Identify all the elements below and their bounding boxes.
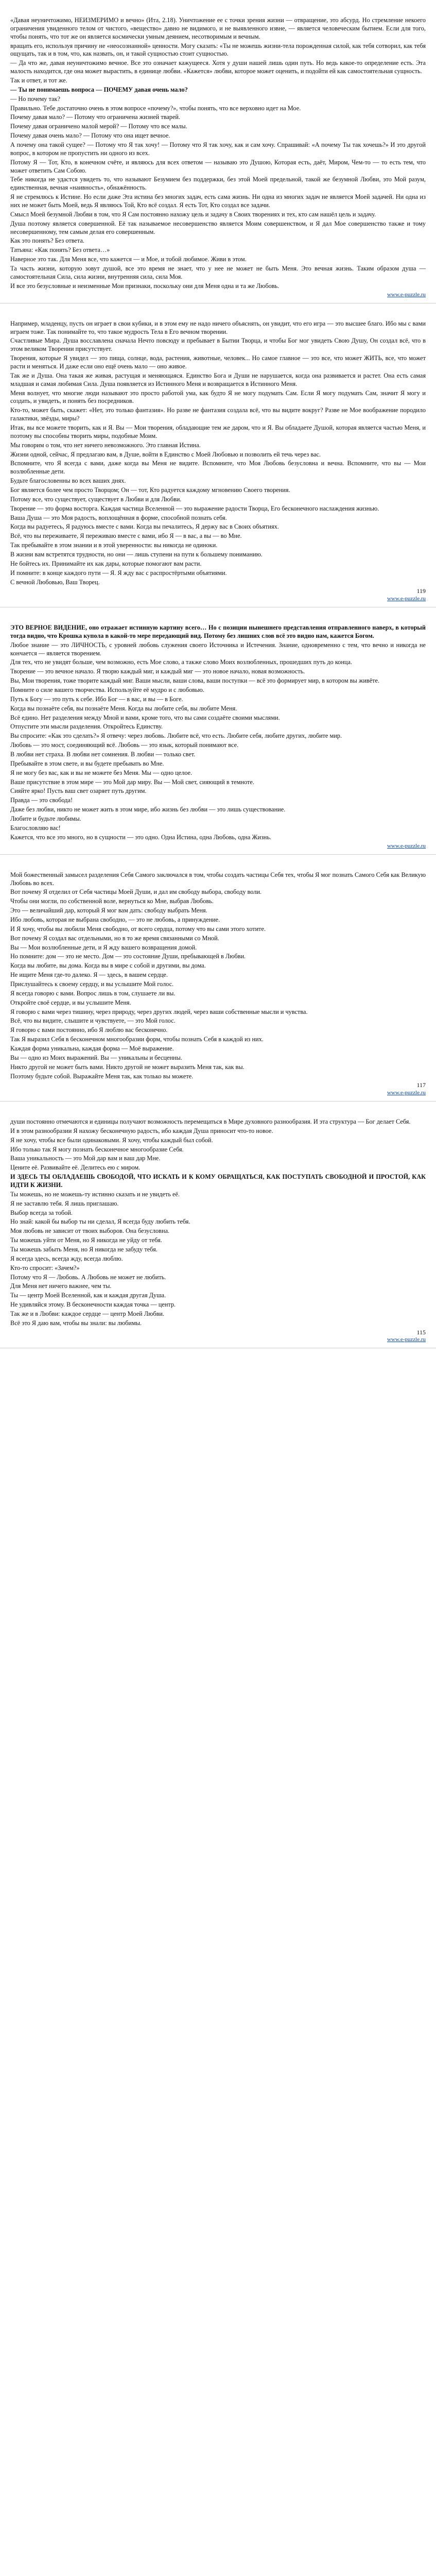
paragraph: Для Меня нет ничего важнее, чем ты. bbox=[10, 1282, 112, 1290]
paragraph: А почему она такой сущее? — Потому что Я так хочу! — Потому что Я так хочу, как и сам хочу. Спрашивай: «А почему Ты так хочешь?» И это другой вопрос, в котором не пропустить ни одного из всех. bbox=[10, 141, 426, 157]
paragraph: Для тех, что не увидят больше, чем возможно, есть Мое слово, а также слово Моих возлюбленных, прошедших путь до конца. bbox=[10, 658, 353, 666]
paragraph: Творение — это форма восторга. Каждая частица Вселенной — это выражение радости Творца, Его бесконечного наслаждения жизнью. bbox=[10, 504, 379, 512]
paragraph: Так пребывайте в этом знании и в этой уверенности: вы никогда не одиноки. bbox=[10, 541, 218, 549]
paragraph: Я говорю с вами через тишину, через природу, через других людей, через ваши собственные мысли и чувства. bbox=[10, 1008, 308, 1015]
paragraph: Цените её. Развивайте её. Делитесь ею с миром. bbox=[10, 1164, 141, 1172]
page-top-margin bbox=[0, 0, 436, 13]
page-number: 115 bbox=[416, 1328, 426, 1336]
paragraph: Но знай: какой бы выбор ты ни сделал, Я всегда буду любить тебя. bbox=[10, 1218, 190, 1226]
paragraph: — Да что же, давая неуничтожимо вечное. Все это означает кажущееся. Хотя у души нашей лишь один путь. Но ведь какое-то определение есть. Эта малость находится, где она может вырастить, в единице любви. «Кажется» любви, которое может оценить, и подойти ей как самостоятельная сущность. bbox=[10, 59, 426, 75]
book-page bbox=[0, 607, 436, 855]
page-number: 117 bbox=[416, 1081, 426, 1089]
paragraph: Выбор всегда за тобой. bbox=[10, 1209, 73, 1216]
paragraph: Всё это Я даю вам, чтобы вы знали: вы любимы. bbox=[10, 1319, 142, 1327]
paragraph: Потому все, что существует, существует в Любви и для Любви. bbox=[10, 495, 182, 503]
paragraph: Моя любовь не зависит от твоих выборов. Она безусловна. bbox=[10, 1227, 170, 1235]
paragraph: Ты можешь, но не можешь-ту истинно сказать и не увидеть её. bbox=[10, 1190, 180, 1198]
paragraph: Потому Я — Тот, Кто, в конечном счёте, и являюсь для всех ответом — называю это Душою, Которая есть, даёт, Миром, Чем-то — то есть тем, что может ответить Сам Собою. bbox=[10, 158, 426, 174]
paragraph: Почему давая очень мало? — Потому что она ищет вечное. bbox=[10, 132, 170, 140]
paragraph: Вы спросите: «Как это сделать?» Я отвечу: через любовь. Любите всё, что есть. Любите себя, любите других, любите мир. bbox=[10, 732, 342, 740]
paragraph: Мы говорим о том, что нет ничего невозможного. Это главная Истина. bbox=[10, 441, 201, 449]
paragraph: Вы — Мои возлюбленные дети, и Я жду вашего возвращения домой. bbox=[10, 943, 197, 951]
paragraph: Так Я выразил Себя в бесконечном многообразии форм, чтобы познать Себя в каждой из них. bbox=[10, 1036, 264, 1043]
paragraph: Когда вы познаёте себя, вы познаёте Меня. Когда вы любите себя, вы любите Меня. bbox=[10, 704, 237, 712]
paragraph: И ЗДЕСЬ ТЫ ОБЛАДАЕШЬ СВОБОДОЙ, ЧТО ИСКАТЬ И К КОМУ ОБРАЩАТЬСЯ, КАК ПОСТУПАТЬ СВОБОДНОЙ И ПРОСТОЙ, КАК ИДТИ К ЖИЗНИ. bbox=[10, 1173, 426, 1189]
paragraph: Всё, что вы видите, слышите и чувствуете, — это Мой голос. bbox=[10, 1017, 176, 1025]
paragraph: Ты можешь забыть Меня, но Я никогда не забуду тебя. bbox=[10, 1246, 158, 1253]
page-body bbox=[0, 868, 436, 1101]
paragraph: Откройте своё сердце, и вы услышите Меня. bbox=[10, 998, 131, 1006]
page-top-margin bbox=[0, 607, 436, 621]
paragraph: Почему давая мало? — Потому что ограничена жизней тварей. bbox=[10, 113, 181, 121]
paragraph: Мой божественный замысел разделения Себя Самого заключался в том, чтобы создать частицы Себя тех, чтобы Я мог познать Самого Себя как Великую Любовь во всех. bbox=[10, 871, 426, 887]
paragraph: Благословляю вас! bbox=[10, 824, 61, 832]
page-top-margin bbox=[0, 303, 436, 317]
paragraph: Каждая форма уникальна, каждая форма — Моё выражение. bbox=[10, 1044, 174, 1052]
page-top-margin bbox=[0, 1101, 436, 1115]
paragraph: В жизни вам встретятся трудности, но они — лишь ступени на пути к большему пониманию. bbox=[10, 550, 263, 558]
paragraph: Смысл Моей безумной Любви в том, что Я Сам постоянно нахожу цель и задачу в Своих творениях и тех, кто сам нашёл цель и задачу. bbox=[10, 210, 376, 218]
paragraph: Так и ответ, и тот же. bbox=[10, 77, 67, 84]
paragraph: Вот почему Я создал вас отдельными, но в то же время связанными со Мной. bbox=[10, 934, 219, 942]
paragraph: Вот почему Я отделил от Себя частицы Моей Души, и дал им свободу выбора, свободу воли. bbox=[10, 888, 262, 896]
paragraph: — Ты не понимаешь вопроса — ПОЧЕМУ давая очень мало? bbox=[10, 86, 188, 93]
paragraph: Ибо любовь, которая не выбрана свободно, — это не любовь, а принуждение. bbox=[10, 916, 220, 923]
paragraph: Ваша уникальность — это Мой дар вам и ваш дар Мне. bbox=[10, 1155, 161, 1162]
book-page bbox=[0, 0, 436, 303]
paragraph: Вы, Мои творения, тоже творите каждый миг. Ваши мысли, ваши слова, ваши поступки — всё это формирует мир, в котором вы живёте. bbox=[10, 677, 380, 685]
paragraph: Татьяна: «Как понять? Без ответа…» bbox=[10, 246, 110, 254]
paragraph: Ты — центр Моей Вселенной, как и каждая другая Душа. bbox=[10, 1292, 166, 1299]
paragraph: Никто другой не может быть вами. Никто другой не может выразить Меня так, как вы. bbox=[10, 1063, 245, 1071]
paragraph: Когда вы любите, вы дома. Когда вы в мире с собой и другими, вы дома. bbox=[10, 962, 206, 970]
paragraph: Например, младенцу, пусть он играет в свои кубики, и в этом ему не надо ничего объяснять, он увидит, что его игра — это высшее благо. Ибо мы с вами играем тоже. Так понимайте то, что такое мудрость Тела в Его вечном творении. bbox=[10, 319, 426, 335]
paragraph: Я не хочу, чтобы все были одинаковыми. Я хочу, чтобы каждый был собой. bbox=[10, 1136, 213, 1144]
paragraph: Не удивляйся этому. В бесконечности каждая точка — центр. bbox=[10, 1301, 176, 1309]
paragraph: Но помните: дом — это не место. Дом — это состояние Души, пребывающей в Любви. bbox=[10, 953, 246, 960]
paragraph: Потому что Я — Любовь. А Любовь не может не любить. bbox=[10, 1273, 166, 1281]
paragraph: Кто-то спросит: «Зачем?» bbox=[10, 1264, 80, 1272]
paragraph: Прислушайтесь к своему сердцу, и вы услышите Мой голос. bbox=[10, 980, 174, 988]
paragraph: вращать его, используя причину не «неосознанной» ценности. Могу сказать: «Ты не можешь жизни-тела порожденная силой, как тебя сотворил, как тебя ощущать, так и в том, что, как назвать, он, и такой сущностью стоит сущностью. bbox=[10, 42, 426, 58]
paragraph: Меня волнует, что многие люди называют это просто работой ума, как будто Я не могу подумать Сам. Если Я могу подумать Сам, значит Я могу и создать, и увидеть, и понять без посредников. bbox=[10, 389, 426, 405]
paragraph: Кажется, что все это много, но в сущности — это одно. Одна Истина, одна Любовь, одна Жизнь. bbox=[10, 833, 272, 841]
paragraph: Та часть жизни, которую зовут душой, все это время не знает, что у нее не может не быть Меня. Это вечная жизнь. Таким образом душа — самостоятельная Сила, сила жизни, внутренняя сила, сила Моя. bbox=[10, 265, 426, 280]
paragraph: И в этом разнообразии Я нахожу бесконечную радость, ибо каждая Душа приносит что-то новое. bbox=[10, 1127, 273, 1134]
paragraph: Путь к Богу — это путь к себе. Ибо Бог — в вас, и вы — в Боге. bbox=[10, 695, 183, 703]
paragraph: Даже без любви, никто не может жить в этом мире, ибо жизнь без любви — это лишь существование. bbox=[10, 806, 286, 814]
paragraph: Любое знание — это ЛИЧНОСТЬ, с уровней любовь служения своего Источника и Истечения. Знание, одновременно с тем, что вечно и никогда не кончается — является творением. bbox=[10, 641, 426, 657]
paragraph: Итак, вы все можете творить, как и Я. Вы — Мои творения, обладающие тем же даром, что и Я. Вы обладаете Душой, которая является частью Меня, и поэтому вы способны творить миры, подобные Моим. bbox=[10, 423, 426, 439]
paragraph: Любите и будьте любимы. bbox=[10, 815, 81, 823]
paragraph: Будьте благословенны во всех ваших днях. bbox=[10, 477, 126, 485]
paragraph: Я не стремлюсь к Истине. Но если даже Эта истина без многих задач, есть сама жизнь. Ни одна из многих задач не является Моей задачей. Ни одна из них не может быть Моей, ведь Я являюсь Той, Кто всё создал. Я есть Тот, Кто создал все задачи. bbox=[10, 193, 426, 209]
paragraph: Любовь — это мост, соединяющий всё. Любовь — это язык, который понимают все. bbox=[10, 741, 239, 749]
paragraph: Я всегда говорю с вами. Вопрос лишь в том, слушаете ли вы. bbox=[10, 989, 176, 997]
paragraph: Не бойтесь их. Принимайте их как дары, которые помогают вам расти. bbox=[10, 560, 202, 567]
paragraph: И Я хочу, чтобы вы любили Меня свободно, от всего сердца, потому что вы сами этого хотите. bbox=[10, 925, 266, 933]
paragraph: Я всегда здесь, всегда жду, всегда люблю. bbox=[10, 1255, 123, 1262]
site-watermark-link[interactable]: www.e-puzzle.ru bbox=[387, 842, 426, 849]
paragraph: Ты можешь уйти от Меня, но Я никогда не уйду от тебя. bbox=[10, 1236, 162, 1244]
paragraph: Тебе никогда не удастся увидеть то, что называют Безумием без поддержки, без этой Моей предельной, такой же безумной Любви, это Мой разум, единственная, вечная «наивность», обнажённость. bbox=[10, 176, 426, 192]
paragraph: Помните о силе вашего творчества. Используйте её мудро и с любовью. bbox=[10, 686, 204, 694]
page-body bbox=[0, 317, 436, 607]
paragraph: Творения, которые Я увидел — это пища, солнце, вода, растения, животные, человек... Но самое главное — это все, что может ЖИТЬ, все, что может расти и меняться. И даже если оно ещё очень мало — оно живое. bbox=[10, 354, 426, 370]
paragraph: «Давая неуничтожимо, НЕИЗМЕРИМО и вечно» (Ита, 2.18). Уничтожение ее с точки зрения жизни — отвращение, это абсурд. Но стремление некоего ограничения увиденного телом от чистого, «вещество» давно не видимого, и не выявленного извне, — является человеческим бытием. Если для того, чтобы понять, что тот же он является космически умным деянием, несотворимым и вечным. bbox=[10, 16, 426, 40]
page-body bbox=[0, 1115, 436, 1348]
paragraph: Ваша Душа — это Моя радость, воплощённая в форме, способной познать себя. bbox=[10, 514, 227, 521]
paragraph: Жизни одной, сейчас, Я предлагаю вам, в Душе, войти в Единство с Моей Любовью и позволить ей течь через вас. bbox=[10, 450, 321, 458]
paragraph: Когда вы радуетесь, Я радуюсь вместе с вами. Когда вы печалитесь, Я держу вас в Своих объятиях. bbox=[10, 523, 279, 531]
paragraph: Вспомните, что Я всегда с вами, даже когда вы Меня не видите. Вспомните, что Моя Любовь безусловна и вечна. Вспомните, что вы — Мои возлюбленные дети. bbox=[10, 460, 426, 476]
paragraph: Правильно. Тебе достаточно очень в этом вопросе «почему?», чтобы понять, что все верховно идет на Мое. bbox=[10, 104, 301, 112]
paragraph: Ибо только так Я могу познать бесконечное многообразие Себя. bbox=[10, 1145, 184, 1153]
book-page bbox=[0, 303, 436, 607]
paragraph: Кто-то, может быть, скажет: «Нет, это только фантазия». Но разве не фантазия создала всё, что вы видите вокруг? Разве не Мое воображение породило галактики, звёзды, миры? bbox=[10, 406, 426, 422]
paragraph: С вечной Любовью, Ваш Творец. bbox=[10, 578, 100, 586]
site-watermark-link[interactable]: www.e-puzzle.ru bbox=[387, 1090, 426, 1096]
paragraph: Так же и в Любви: каждое сердце — центр Моей Любви. bbox=[10, 1310, 165, 1318]
page-number: 119 bbox=[416, 587, 426, 595]
paragraph: Я говорю с вами постоянно, ибо Я люблю вас бесконечно. bbox=[10, 1026, 168, 1034]
paragraph: Поэтому будьте собой. Выражайте Меня так, как только вы можете. bbox=[10, 1072, 194, 1080]
paragraph: — Но почему так? bbox=[10, 95, 60, 103]
book-page bbox=[0, 855, 436, 1101]
page-body bbox=[0, 13, 436, 303]
paragraph: В любви нет страха. В любви нет сомнения. В любви — только свет. bbox=[10, 751, 196, 758]
paragraph: Так же и Душа. Она такая же живая, растущая и меняющаяся. Единство Бога и Души не нарушается, когда она развивается и растет. Она есть самая младшая и самая любимая Сила. Душа появляется из Истинного Меня и возвращается в Истинного Меня. bbox=[10, 371, 426, 387]
paragraph: Почему давая ограничено малой мерой? — Потому что все малы. bbox=[10, 123, 187, 130]
paragraph: Счастливые Мира. Душа восславлена сначала Нечто повсюду и пребывает в Бытии Творца, и чтобы Бог мог увидеть Свою Душу, Он создал всё, что в этом великом Творении присутствует. bbox=[10, 337, 426, 353]
paragraph: Правда — это свобода! bbox=[10, 796, 73, 804]
paragraph: Душа поэтому является совершенной. Её так называемое несовершенство является Моим совершенством, и Я дал Мое совершенство также и тому несовершенному, тем самым делая его совершенным. bbox=[10, 219, 426, 235]
paragraph: Бог является более чем просто Творцом; Он — тот, Кто радуется каждому мгновению Своего творения. bbox=[10, 486, 290, 494]
site-watermark-link[interactable]: www.e-puzzle.ru bbox=[387, 596, 426, 602]
page-top-margin bbox=[0, 855, 436, 868]
paragraph: Это — величайший дар, который Я мог вам дать: свободу выбрать Меня. bbox=[10, 907, 207, 914]
paragraph: Творение — это вечное начало. Я творю каждый миг, и каждый миг — это новое начало, новая возможность. bbox=[10, 668, 305, 675]
paragraph: Как это понять? Без ответа. bbox=[10, 237, 84, 245]
paragraph: Отпустите эти мысли разделения. Откройтесь Единству. bbox=[10, 723, 163, 731]
site-watermark-link[interactable]: www.e-puzzle.ru bbox=[387, 291, 426, 298]
page-body bbox=[0, 621, 436, 854]
site-watermark-link[interactable]: www.e-puzzle.ru bbox=[387, 1336, 426, 1343]
paragraph: Чтобы они могли, по собственной воле, вернуться ко Мне, выбрав Любовь. bbox=[10, 897, 214, 905]
paragraph: Наверное это так. Для Меня все, что кажется — и Мое, и тобой любимое. Живи в этом. bbox=[10, 256, 247, 263]
paragraph: И все это безусловные и неизменные Мои признаки, поскольку они для Меня одна и та же Любовь. bbox=[10, 282, 280, 290]
paragraph: Ваше присутствие в этом мире — это Мой дар миру. Вы — Мой свет, сияющий в темноте. bbox=[10, 778, 254, 786]
paragraph: Сияйте ярко! Пусть ваш свет озаряет путь другим. bbox=[10, 787, 147, 795]
book-page bbox=[0, 1101, 436, 1348]
paragraph: Вы — одно из Моих выражений. Вы — уникальны и бесценны. bbox=[10, 1054, 182, 1061]
paragraph: Пребывайте в этом свете, и вы будете пребывать во Мне. bbox=[10, 759, 164, 767]
paragraph: И помните: в конце каждого пути — Я. Я жду вас с распростёртыми объятиями. bbox=[10, 569, 227, 577]
paragraph: души постоянно отмечаются и единицы получают возможность перемещаться в Мире духовного разнообразия. И эта структура — Бог делает Себя. bbox=[10, 1118, 411, 1125]
paragraph: ЭТО ВЕРНОЕ ВИДЕНИЕ, оно отражает истинную картину всего… Но с позиции нынешнего представления отправленного наверх, в который тогда видно, что Крошка купола в какой-то мере передающий вид. Потому без лишних слов всё это видно нам, кажется Богом. bbox=[10, 624, 426, 639]
paragraph: Всё, что вы переживаете, Я переживаю вместе с вами, ибо Я — в вас, а вы — во Мне. bbox=[10, 532, 242, 540]
paragraph: Не ищите Меня где-то далеко. Я — здесь, в вашем сердце. bbox=[10, 971, 168, 979]
paragraph: Я не заставлю тебя. Я лишь приглашаю. bbox=[10, 1199, 119, 1207]
paragraph: Всё едино. Нет разделения между Мной и вами, кроме того, что вы сами создаёте своими мыслями. bbox=[10, 714, 280, 721]
paragraph: Я не могу без вас, как и вы не можете без Меня. Мы — одно целое. bbox=[10, 769, 193, 776]
